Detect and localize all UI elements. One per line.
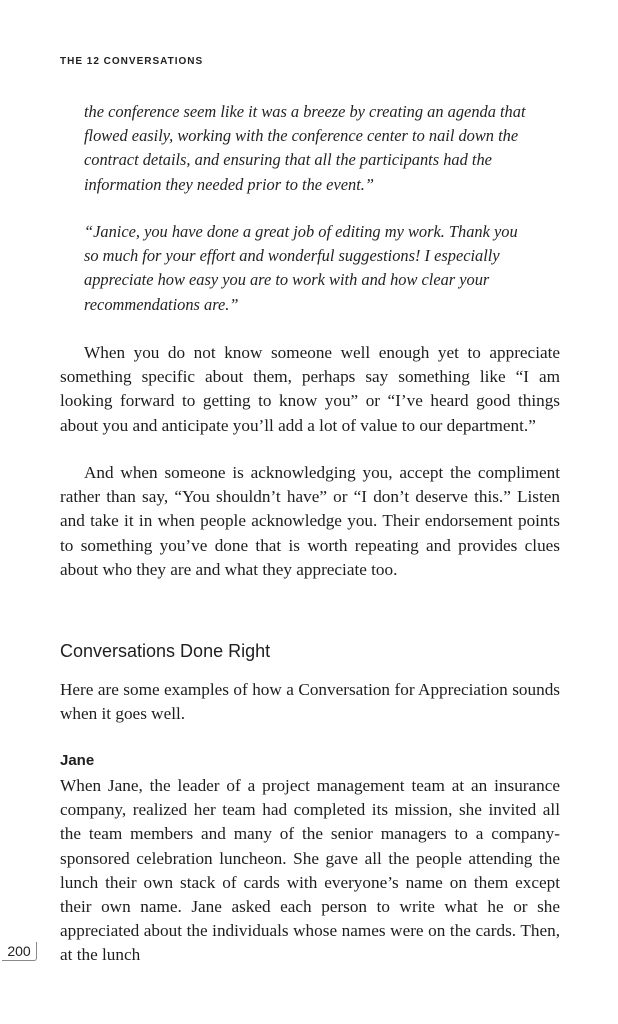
quote-paragraph: the conference seem like it was a breeze by creating an agenda that flowed easily, working with the conference center to nail down the contract details, and ensuring that all the participants had the information they needed prior to the event.” [84, 102, 526, 194]
running-head: THE 12 CONVERSATIONS [60, 56, 204, 67]
example-title: Jane [60, 752, 95, 769]
section-intro: Here are some examples of how a Conversation for Appreciation sounds when it goes well. [60, 680, 560, 724]
section-heading: Conversations Done Right [60, 641, 271, 661]
example-paragraph: When Jane, the leader of a project management team at an insurance company, realized her team had completed its mission, she invited all the team members and many of the senior managers to a company-sponsored celebration luncheon. She gave all the people attending the lunch their own stack of cards with everyone’s name on them except their own name. Jane asked each person to write what he or she appreciated about the individuals whose names were on the cards. Then, at the lunch [60, 776, 560, 965]
body-paragraph: When you do not know someone well enough yet to appreciate something specific about them, perhaps say something like “I am looking forward to getting to know you” or “I’ve heard good things about you and anticipate you’ll add a lot of value to our department.” [60, 343, 560, 435]
body-paragraph: And when someone is acknowledging you, accept the compliment rather than say, “You shouldn’t have” or “I don’t deserve this.” Listen and take it in when people acknowledge you. Their endorsement points to something you’ve done that is worth repeating and provides clues about who they are and what they appreciate too. [60, 463, 560, 579]
quote-paragraph: “Janice, you have done a great job of editing my work. Thank you so much for your effort and wonderful suggestions! I especially appreciate how easy you are to work with and how clear your recommendations are.” [84, 222, 518, 314]
page-number: 200 [2, 942, 37, 961]
